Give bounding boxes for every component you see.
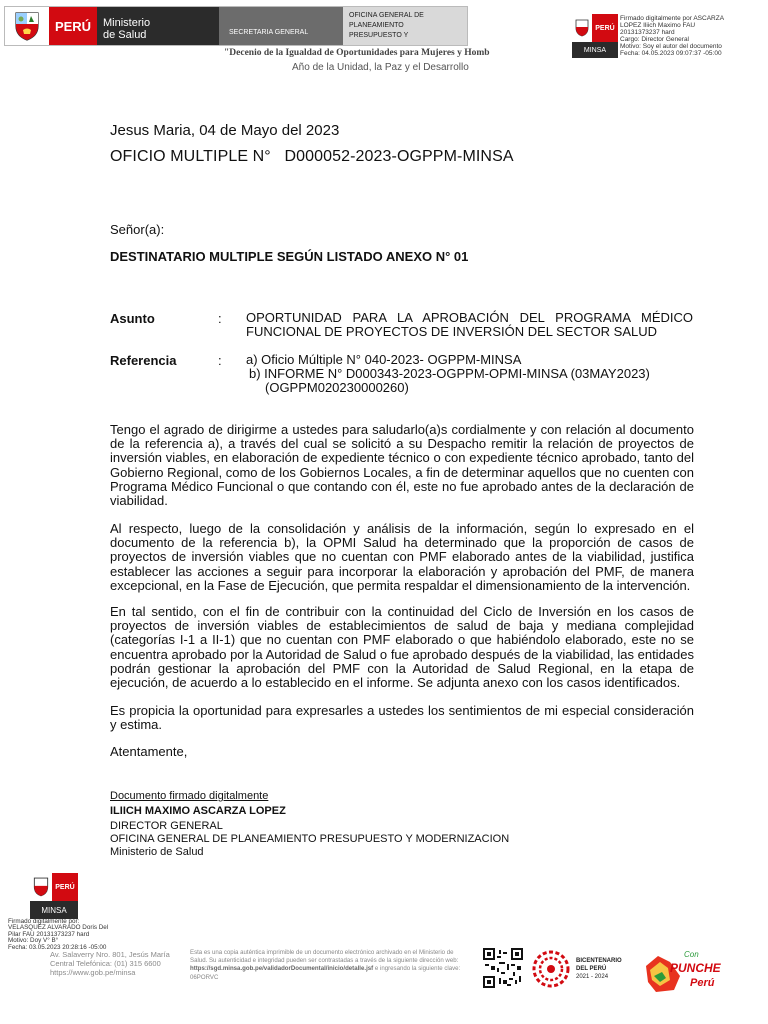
salutation: Señor(a): bbox=[110, 222, 165, 237]
qr-code-icon bbox=[483, 948, 523, 988]
bicentenario-text: BICENTENARIO DEL PERÚ 2021 - 2024 bbox=[576, 958, 622, 980]
asunto-text: OPORTUNIDAD PARA LA APROBACIÓN DEL PROGRAMA MÉDICO FUNCIONAL DE PROYECTOS DE INVERSIÓN DEL SECTOR SALUD bbox=[246, 310, 693, 339]
letter-date: Jesus Maria, 04 de Mayo del 2023 bbox=[110, 122, 340, 139]
oficina-label: OFICINA GENERAL DE PLANEAMIENTO PRESUPUESTO Y bbox=[343, 7, 467, 45]
signature-details: Firmado digitalmente por ASCARZA LOPEZ Iliich Maximo FAU 20131373237 hard Cargo: Director General Motivo: Soy el autor del documento Fecha: 04.05.2023 09:07:37 -05:00 bbox=[620, 15, 725, 57]
decenio-motto: "Decenio de la Igualdad de Oportunidades para Mujeres y Homb bbox=[224, 48, 490, 58]
signed-digitally-label: Documento firmado digitalmente bbox=[110, 790, 269, 802]
bicentenario-logo-icon bbox=[530, 948, 572, 990]
signer-office: OFICINA GENERAL DE PLANEAMIENTO PRESUPUESTO Y MODERNIZACION bbox=[110, 833, 510, 845]
authenticity-note: Esta es una copia auténtica imprimible de un documento electrónico archivado en el Ministerio de Salud. Su autenticidad e integridad pueden ser contrastadas a través de la siguiente dirección web: https://sgd.minsa.gob.pe/validadorDocumental/inicio/detalle.jsf e ingresando la siguiente clave: 06PORVC bbox=[190, 949, 461, 981]
recipient: DESTINATARIO MULTIPLE SEGÚN LISTADO ANEXO N° 01 bbox=[110, 249, 469, 264]
header-banner bbox=[4, 6, 468, 46]
referencia-colon: : bbox=[218, 353, 222, 368]
vb-stamp: PERÚ MINSA bbox=[30, 873, 78, 919]
signer-ministry: Ministerio de Salud bbox=[110, 846, 204, 858]
oficio-title: OFICIO MULTIPLE N° D000052-2023-OGPPM-MINSA bbox=[110, 148, 514, 165]
validation-link[interactable]: https://sgd.minsa.gob.pe/validadorDocumental/inicio/detalle.jsf bbox=[190, 965, 374, 973]
referencia-a: a) Oficio Múltiple N° 040-2023- OGPPM-MINSA bbox=[246, 352, 522, 367]
signer-title: DIRECTOR GENERAL bbox=[110, 820, 223, 832]
ministerio-label: Ministerio de Salud bbox=[97, 7, 219, 45]
paragraph-1: Tengo el agrado de dirigirme a ustedes para saludarlo(a)s cordialmente y con relación al documento de la referencia a), a través del cual se solicitó a su Despacho remitir la relación de proyectos de inversión viables, en elaboración de expediente técnico o con expediente técnico aprobado, tanto del Gobierno Regional, como de los Gobiernos Locales, a fin de determinar aquellos que no cuenten con Programa Médico Funcional o que contando con él, este no fue aprobado antes de la declaración de viabilidad. bbox=[110, 422, 694, 509]
punche-word: PUNCHE bbox=[670, 961, 721, 975]
closing: Atentamente, bbox=[110, 744, 188, 759]
asunto-colon: : bbox=[218, 311, 222, 326]
year-motto: Año de la Unidad, la Paz y el Desarrollo bbox=[292, 62, 469, 73]
vb-signature-details: Firmado digitalmente por: VELASQUEZ ALVARADO Doris Del Pilar FAU 20131373237 hard Motivo: Doy V° B° Fecha: 03.05.2023 20:28:16 -05:00 bbox=[8, 918, 109, 951]
coat-of-arms-icon bbox=[30, 873, 52, 901]
peru-coat-of-arms-icon bbox=[5, 7, 49, 45]
punche-con: Con bbox=[684, 950, 699, 959]
paragraph-2: Al respecto, luego de la consolidación y análisis de la información, según lo expresado en el documento de la referencia b), la OPMI Salud ha determinado que la proporción de casos de proyectos de inversión viables que no cuentan con PMF elaborado antes de la viabilidad, justifica establecer las acciones a seguir para incorporar la elaboración y aprobación del PMF, de manera excepcional, en la Fase de Ejecución, que permita respaldar el dimensionamiento de la intervención. bbox=[110, 521, 694, 593]
referencia-b: b) INFORME N° D000343-2023-OGPPM-OPMI-MINSA (03MAY2023) bbox=[249, 366, 650, 381]
footer-address: Av. Salaverry Nro. 801, Jesús María Central Telefónica: (01) 315 6600 https://www.gob.pe/minsa bbox=[50, 950, 170, 977]
signer-name: ILIICH MAXIMO ASCARZA LOPEZ bbox=[110, 805, 286, 817]
secretaria-label: SECRETARIA GENERAL bbox=[219, 7, 343, 45]
punche-peru: Perú bbox=[690, 977, 715, 989]
digital-signature-stamp: PERÚ MINSA bbox=[572, 14, 618, 58]
coat-of-arms-icon bbox=[572, 14, 592, 42]
asunto-label: Asunto bbox=[110, 311, 155, 326]
paragraph-3: En tal sentido, con el fin de contribuir con la continuidad del Ciclo de Inversión en los casos de proyectos de inversión viables de establecimientos de salud de baja y mediana complejidad (categorías I-1 a II-1) que no cuentan con PMF elaborado o que habiéndolo elaborado, este no se encuentra aprobado por la Autoridad de Salud o fue aprobado después de la viabilidad, las entidades podrán gestionar la aprobación del PMF con la Autoridad de Salud Regional, en la etapa de ejecución, de acuerdo a lo establecido en el informe. Se adjunta anexo con los casos identificados. bbox=[110, 604, 694, 691]
referencia-b-code: (OGPPM020230000260) bbox=[265, 380, 409, 395]
con-punche-peru-logo bbox=[640, 946, 728, 994]
peru-label: PERÚ bbox=[49, 7, 97, 45]
paragraph-4: Es propicia la oportunidad para expresarles a ustedes los sentimientos de mi especial consideración y estima. bbox=[110, 703, 694, 733]
referencia-label: Referencia bbox=[110, 353, 177, 368]
